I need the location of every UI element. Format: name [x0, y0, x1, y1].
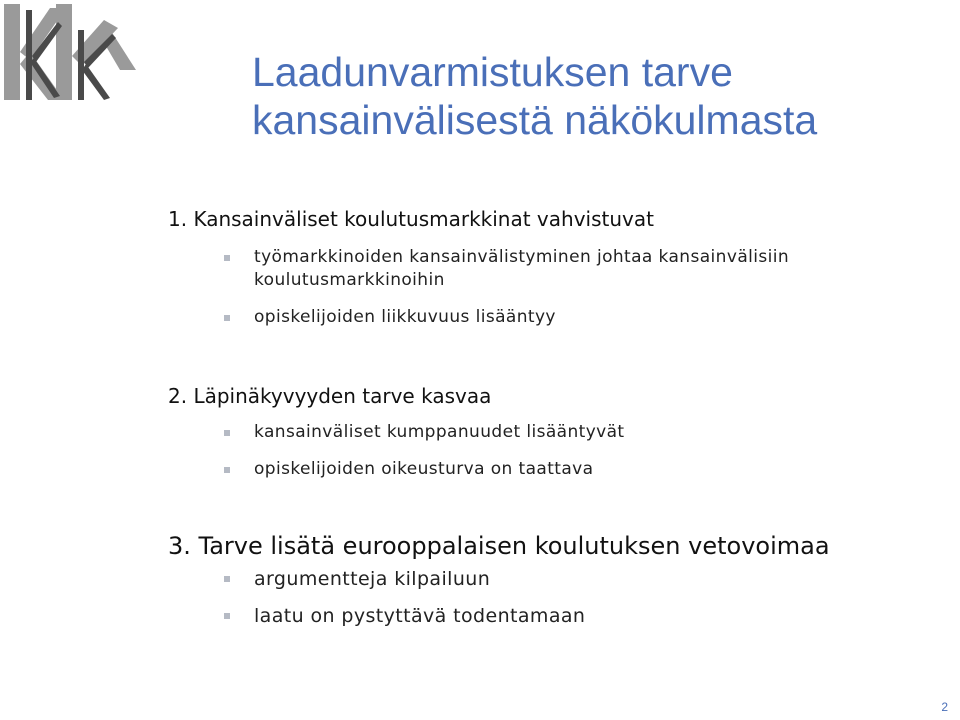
list-item	[168, 421, 948, 444]
square-bullet-icon	[224, 315, 230, 321]
page-number: 2	[941, 700, 948, 714]
square-bullet-icon	[224, 255, 230, 261]
list-item-text: opiskelijoiden liikkuvuus lisääntyy	[254, 307, 556, 327]
square-bullet-icon	[224, 613, 230, 619]
list-item-text: opiskelijoiden oikeusturva on taattava	[254, 459, 594, 479]
list-item-text: kansainväliset kumppanuudet lisääntyvät	[254, 422, 625, 442]
list-item	[168, 246, 814, 292]
section-1-list	[168, 246, 948, 329]
list-item	[168, 567, 948, 592]
list-item-text: laatu on pystyttävä todentamaan	[254, 605, 586, 627]
list-item	[168, 604, 948, 629]
section-2-list	[168, 421, 948, 481]
section-3-list	[168, 567, 948, 629]
section-3-heading: 3. Tarve lisätä eurooppalaisen koulutuksen vetovoimaa	[168, 532, 830, 560]
section-1	[168, 206, 948, 329]
section-2-heading: 2. Läpinäkyvyyden tarve kasvaa	[168, 384, 492, 408]
list-item	[168, 458, 948, 481]
square-bullet-icon	[224, 467, 230, 473]
kka-logo-icon	[0, 0, 140, 110]
section-3	[168, 531, 948, 629]
square-bullet-icon	[224, 430, 230, 436]
list-item	[168, 306, 948, 329]
list-item-text: argumentteja kilpailuun	[254, 568, 491, 590]
square-bullet-icon	[224, 576, 230, 582]
slide-title	[252, 48, 932, 144]
list-item-text: työmarkkinoiden kansainvälistyminen johtaa kansainvälisiin koulutusmarkkinoihin	[254, 247, 790, 290]
slide-title-line-1: Laadunvarmistuksen tarve	[252, 49, 733, 95]
section-2	[168, 383, 948, 481]
section-1-heading: 1. Kansainväliset koulutusmarkkinat vahvistuvat	[168, 207, 654, 231]
slide-title-line-2: kansainvälisestä näkökulmasta	[252, 97, 818, 143]
